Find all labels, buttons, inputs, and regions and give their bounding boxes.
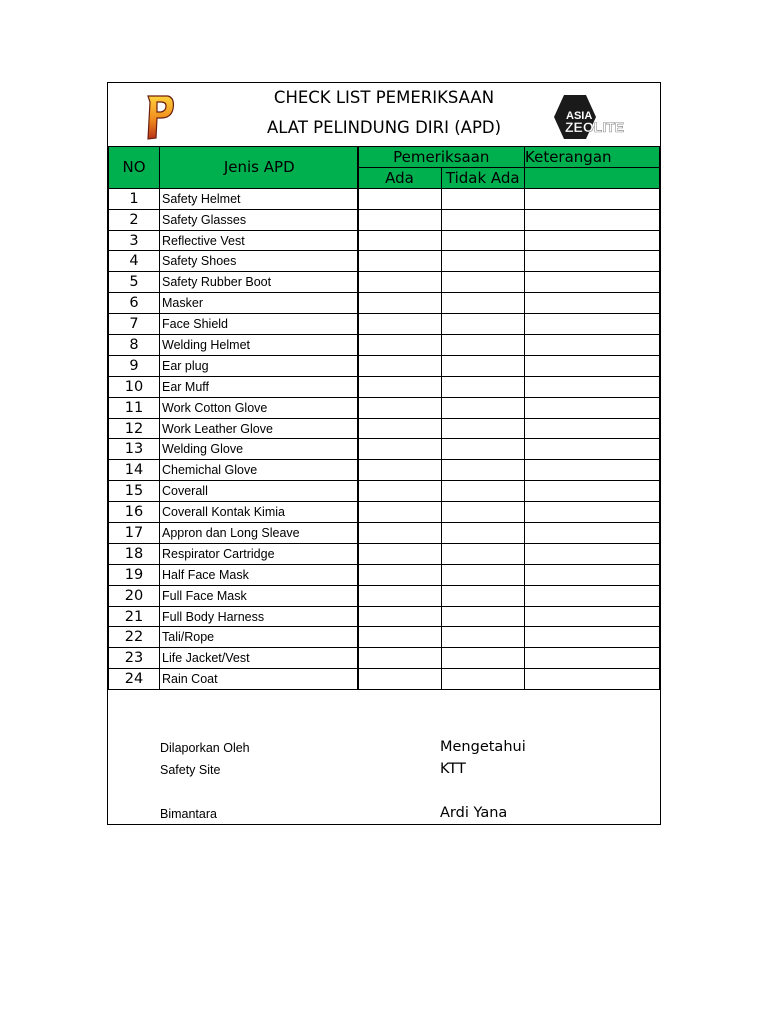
apd-name: Ear Muff xyxy=(160,376,358,397)
table-row xyxy=(109,439,660,460)
cell-tidak-ada[interactable] xyxy=(441,397,525,418)
table-row xyxy=(109,209,660,230)
header-pemeriksaan: Pemeriksaan xyxy=(358,147,525,168)
cell-tidak-ada[interactable] xyxy=(441,439,525,460)
cell-keterangan[interactable] xyxy=(525,481,660,502)
apd-name: Work Cotton Glove xyxy=(160,397,358,418)
cell-keterangan[interactable] xyxy=(525,606,660,627)
apd-name: Full Body Harness xyxy=(160,606,358,627)
reporter-name: Bimantara xyxy=(160,807,217,821)
cell-ada[interactable] xyxy=(358,376,442,397)
cell-ada[interactable] xyxy=(358,585,442,606)
apd-name: Coverall Kontak Kimia xyxy=(160,502,358,523)
apd-name: Life Jacket/Vest xyxy=(160,648,358,669)
cell-ada[interactable] xyxy=(358,523,442,544)
apd-name: Coverall xyxy=(160,481,358,502)
cell-ada[interactable] xyxy=(358,397,442,418)
cell-tidak-ada[interactable] xyxy=(441,355,525,376)
cell-keterangan[interactable] xyxy=(525,564,660,585)
cell-tidak-ada[interactable] xyxy=(441,648,525,669)
cell-tidak-ada[interactable] xyxy=(441,418,525,439)
cell-tidak-ada[interactable] xyxy=(441,335,525,356)
apd-name: Reflective Vest xyxy=(160,230,358,251)
cell-ada[interactable] xyxy=(358,439,442,460)
table-row xyxy=(109,648,660,669)
cell-ada[interactable] xyxy=(358,251,442,272)
row-number: 21 xyxy=(109,606,160,627)
apd-name: Safety Helmet xyxy=(160,188,358,209)
table-row xyxy=(109,564,660,585)
cell-ada[interactable] xyxy=(358,314,442,335)
apd-table xyxy=(108,146,660,690)
cell-ada[interactable] xyxy=(358,648,442,669)
cell-keterangan[interactable] xyxy=(525,355,660,376)
table-row xyxy=(109,523,660,544)
row-number: 14 xyxy=(109,460,160,481)
checklist-sheet xyxy=(107,82,661,825)
apd-name: Welding Glove xyxy=(160,439,358,460)
table-row xyxy=(109,460,660,481)
cell-keterangan[interactable] xyxy=(525,648,660,669)
cell-tidak-ada[interactable] xyxy=(441,188,525,209)
row-number: 15 xyxy=(109,481,160,502)
reporter-role: Safety Site xyxy=(160,763,221,777)
row-number: 4 xyxy=(109,251,160,272)
cell-ada[interactable] xyxy=(358,230,442,251)
row-number: 19 xyxy=(109,564,160,585)
apd-name: Tali/Rope xyxy=(160,627,358,648)
cell-tidak-ada[interactable] xyxy=(441,272,525,293)
cell-ada[interactable] xyxy=(358,460,442,481)
cell-keterangan[interactable] xyxy=(525,523,660,544)
cell-tidak-ada[interactable] xyxy=(441,543,525,564)
apd-name: Rain Coat xyxy=(160,669,358,690)
ack-name: Ardi Yana xyxy=(440,805,508,821)
cell-keterangan[interactable] xyxy=(525,397,660,418)
cell-ada[interactable] xyxy=(358,209,442,230)
table-row xyxy=(109,188,660,209)
cell-keterangan[interactable] xyxy=(525,627,660,648)
cell-keterangan[interactable] xyxy=(525,188,660,209)
apd-name: Respirator Cartridge xyxy=(160,543,358,564)
row-number: 9 xyxy=(109,355,160,376)
sheet-header xyxy=(108,83,660,146)
row-number: 13 xyxy=(109,439,160,460)
cell-ada[interactable] xyxy=(358,188,442,209)
apd-name: Work Leather Glove xyxy=(160,418,358,439)
cell-tidak-ada[interactable] xyxy=(441,585,525,606)
table-row xyxy=(109,481,660,502)
cell-ada[interactable] xyxy=(358,481,442,502)
cell-keterangan[interactable] xyxy=(525,335,660,356)
cell-tidak-ada[interactable] xyxy=(441,230,525,251)
table-row xyxy=(109,585,660,606)
cell-keterangan[interactable] xyxy=(525,418,660,439)
cell-keterangan[interactable] xyxy=(525,293,660,314)
table-row xyxy=(109,418,660,439)
cell-keterangan[interactable] xyxy=(525,251,660,272)
apd-name: Appron dan Long Sleave xyxy=(160,523,358,544)
apd-name: Welding Helmet xyxy=(160,335,358,356)
header-keterangan-sub xyxy=(525,167,660,188)
logo-word-zeolite: ZEOLITE xyxy=(565,119,625,135)
apd-name: Safety Rubber Boot xyxy=(160,272,358,293)
row-number: 8 xyxy=(109,335,160,356)
cell-tidak-ada[interactable] xyxy=(441,251,525,272)
cell-keterangan[interactable] xyxy=(525,460,660,481)
cell-tidak-ada[interactable] xyxy=(441,564,525,585)
cell-keterangan[interactable] xyxy=(525,543,660,564)
row-number: 2 xyxy=(109,209,160,230)
header-tidak-ada: Tidak Ada xyxy=(441,167,525,188)
cell-tidak-ada[interactable] xyxy=(441,502,525,523)
row-number: 22 xyxy=(109,627,160,648)
table-row xyxy=(109,397,660,418)
cell-tidak-ada[interactable] xyxy=(441,627,525,648)
table-row xyxy=(109,314,660,335)
apd-name: Chemichal Glove xyxy=(160,460,358,481)
table-row xyxy=(109,293,660,314)
row-number: 16 xyxy=(109,502,160,523)
table-row xyxy=(109,230,660,251)
cell-tidak-ada[interactable] xyxy=(441,523,525,544)
cell-keterangan[interactable] xyxy=(525,209,660,230)
row-number: 1 xyxy=(109,188,160,209)
cell-tidak-ada[interactable] xyxy=(441,606,525,627)
header-ada: Ada xyxy=(358,167,442,188)
cell-ada[interactable] xyxy=(358,543,442,564)
asia-zeolite-logo xyxy=(552,95,640,139)
apd-name: Safety Shoes xyxy=(160,251,358,272)
header-jenis-apd: Jenis APD xyxy=(160,147,358,189)
table-row xyxy=(109,606,660,627)
cell-keterangan[interactable] xyxy=(525,376,660,397)
cell-tidak-ada[interactable] xyxy=(441,376,525,397)
cell-ada[interactable] xyxy=(358,335,442,356)
table-row xyxy=(109,543,660,564)
apd-name: Face Shield xyxy=(160,314,358,335)
cell-ada[interactable] xyxy=(358,627,442,648)
apd-name: Safety Glasses xyxy=(160,209,358,230)
cell-keterangan[interactable] xyxy=(525,585,660,606)
table-row xyxy=(109,335,660,356)
row-number: 7 xyxy=(109,314,160,335)
table-row xyxy=(109,376,660,397)
row-number: 5 xyxy=(109,272,160,293)
cell-tidak-ada[interactable] xyxy=(441,314,525,335)
apd-name: Masker xyxy=(160,293,358,314)
logo-left-letter: P xyxy=(142,92,143,93)
row-number: 18 xyxy=(109,543,160,564)
acknowledged-label: Mengetahui xyxy=(440,739,526,755)
cell-ada[interactable] xyxy=(358,502,442,523)
logo-word-asia: ASIA xyxy=(566,110,593,122)
cell-tidak-ada[interactable] xyxy=(441,209,525,230)
cell-keterangan[interactable] xyxy=(525,230,660,251)
header-no: NO xyxy=(109,147,160,189)
reported-by-label: Dilaporkan Oleh xyxy=(160,741,250,755)
table-row xyxy=(109,272,660,293)
cell-ada[interactable] xyxy=(358,606,442,627)
cell-ada[interactable] xyxy=(358,669,442,690)
cell-ada[interactable] xyxy=(358,272,442,293)
cell-tidak-ada[interactable] xyxy=(441,669,525,690)
cell-tidak-ada[interactable] xyxy=(441,481,525,502)
ack-role: KTT xyxy=(440,761,466,777)
cell-keterangan[interactable] xyxy=(525,502,660,523)
row-number: 10 xyxy=(109,376,160,397)
title-line-2: ALAT PELINDUNG DIRI (APD) xyxy=(266,118,502,137)
row-number: 20 xyxy=(109,585,160,606)
row-number: 6 xyxy=(109,293,160,314)
row-number: 3 xyxy=(109,230,160,251)
cell-ada[interactable] xyxy=(358,293,442,314)
table-row xyxy=(109,502,660,523)
cell-ada[interactable] xyxy=(358,355,442,376)
apd-name: Full Face Mask xyxy=(160,585,358,606)
cell-ada[interactable] xyxy=(358,564,442,585)
table-row xyxy=(109,627,660,648)
row-number: 12 xyxy=(109,418,160,439)
table-row xyxy=(109,251,660,272)
cell-tidak-ada[interactable] xyxy=(441,293,525,314)
cell-keterangan[interactable] xyxy=(525,669,660,690)
row-number: 23 xyxy=(109,648,160,669)
signature-block xyxy=(108,715,660,825)
row-number: 17 xyxy=(109,523,160,544)
cell-keterangan[interactable] xyxy=(525,314,660,335)
cell-keterangan[interactable] xyxy=(525,272,660,293)
cell-tidak-ada[interactable] xyxy=(441,460,525,481)
cell-keterangan[interactable] xyxy=(525,439,660,460)
apd-table-body xyxy=(109,188,660,689)
row-number: 24 xyxy=(109,669,160,690)
title-line-1: CHECK LIST PEMERIKSAAN xyxy=(273,88,495,107)
apd-name: Half Face Mask xyxy=(160,564,358,585)
row-number: 11 xyxy=(109,397,160,418)
header-keterangan: Keterangan xyxy=(525,147,660,168)
apd-name: Ear plug xyxy=(160,355,358,376)
table-row xyxy=(109,669,660,690)
cell-ada[interactable] xyxy=(358,418,442,439)
table-row xyxy=(109,355,660,376)
